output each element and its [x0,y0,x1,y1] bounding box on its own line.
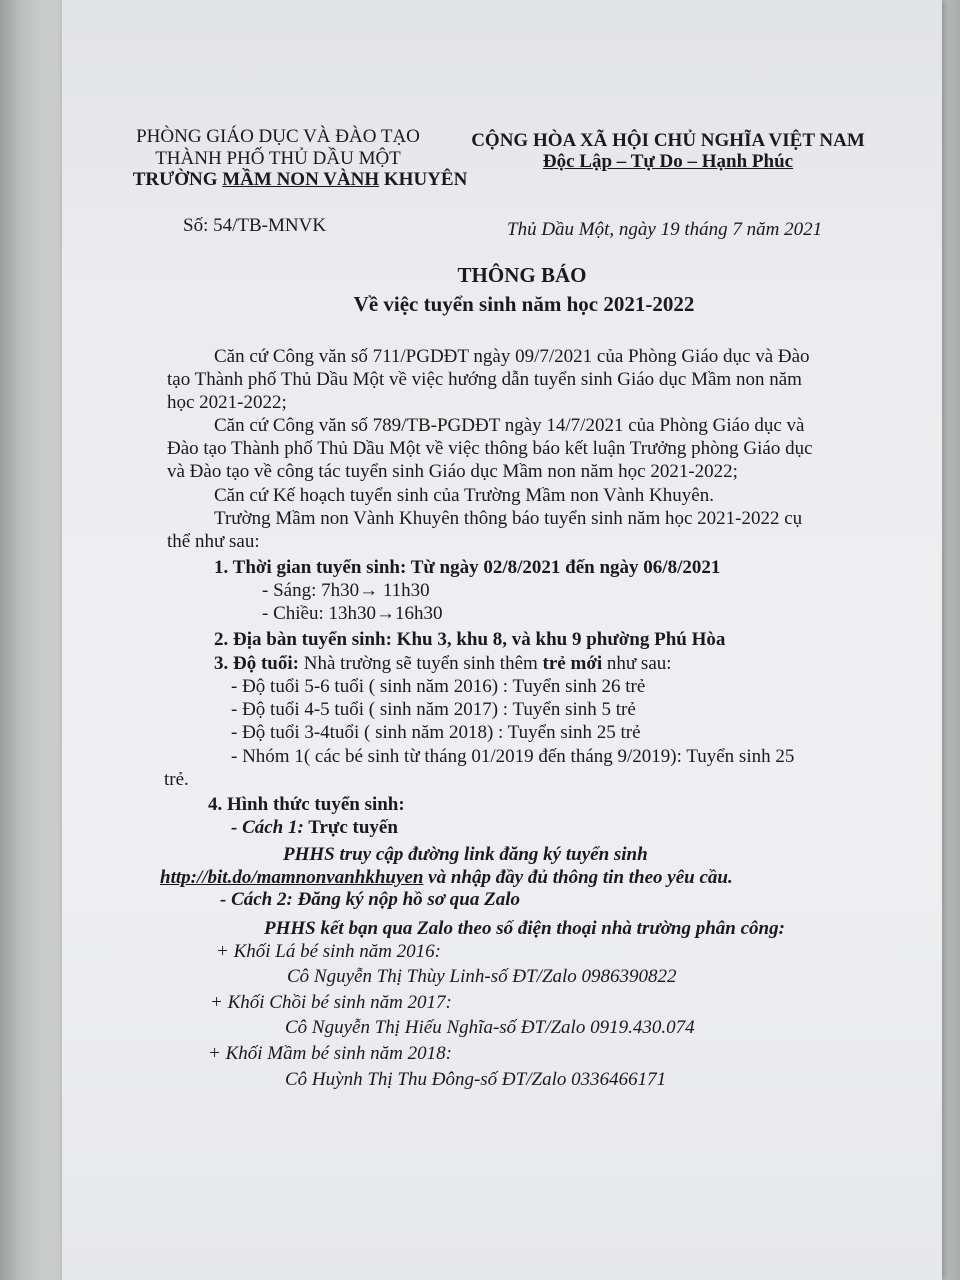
registration-link[interactable]: http://bit.do/mamnonvanhkhuyen [160,867,424,888]
announcement-line2: thể như sau: [167,531,260,552]
basis-1-line1: Căn cứ Công văn số 711/PGDĐT ngày 09/7/2021 của Phòng Giáo dục và Đào [214,346,810,367]
basis-1-line2: tạo Thành phố Thủ Dầu Một về việc hướng dẫn tuyển sinh Giáo dục Mầm non năm [167,369,802,390]
age-group-item: - Nhóm 1( các bé sinh từ tháng 01/2019 đến tháng 9/2019): Tuyển sinh 25 [231,746,795,767]
document-title: THÔNG BÁO [457,263,587,287]
group-name: + Khối Mầm bé sinh năm 2018: [208,1043,452,1064]
place-date: Thủ Dầu Một, ngày 19 tháng 7 năm 2021 [507,219,823,240]
section-4-heading: 4. Hình thức tuyển sinh: [208,794,405,815]
group-contact: Cô Nguyễn Thị Thùy Linh-số ĐT/Zalo 0986390822 [287,966,677,987]
method-2-instruction: PHHS kết bạn qua Zalo theo số điện thoại nhà trường phân công: [264,918,785,939]
method-1: - Cách 1: Trực tuyến [231,817,398,838]
section-3-heading: 3. Độ tuổi: Nhà trường sẽ tuyển sinh thêm trẻ mới như sau: [214,653,672,674]
announcement-line1: Trường Mầm non Vành Khuyên thông báo tuyển sinh năm học 2021-2022 cụ [214,508,803,529]
age-group-wrap: trẻ. [164,769,189,790]
group-contact: Cô Huỳnh Thị Thu Đông-số ĐT/Zalo 0336466171 [285,1069,667,1090]
section-1-heading: 1. Thời gian tuyển sinh: Từ ngày 02/8/2021 đến ngày 06/8/2021 [214,557,721,578]
method-1-link-line: http://bit.do/mamnonvanhkhuyen và nhập đầy đủ thông tin theo yêu cầu. [160,867,733,888]
method-1-instruction: PHHS truy cập đường link đăng ký tuyển sinh [283,844,648,865]
country-name: CỘNG HÒA XÃ HỘI CHỦ NGHĨA VIỆT NAM [471,130,865,151]
document-number: Số: 54/TB-MNVK [183,215,327,236]
basis-3: Căn cứ Kế hoạch tuyển sinh của Trường Mầm non Vành Khuyên. [214,485,714,506]
group-name: + Khối Chồi bé sinh năm 2017: [210,992,452,1013]
group-contact: Cô Nguyễn Thị Hiếu Nghĩa-số ĐT/Zalo 0919.430.074 [285,1017,695,1038]
basis-2-line2: Đào tạo Thành phố Thủ Dầu Một về việc thông báo kết luận Trưởng phòng Giáo dục [167,438,813,459]
dept-name-line2: THÀNH PHỐ THỦ DẦU MỘT [155,148,401,169]
basis-2-line1: Căn cứ Công văn số 789/TB-PGDĐT ngày 14/7/2021 của Phòng Giáo dục và [214,415,805,436]
basis-2-line3: và Đào tạo về công tác tuyển sinh Giáo dục Mầm non năm học 2021-2022; [167,461,738,482]
age-group-item: - Độ tuổi 3-4tuổi ( sinh năm 2018) : Tuyển sinh 25 trẻ [231,722,641,743]
group-name: + Khối Lá bé sinh năm 2016: [216,941,441,962]
dept-name-line1: PHÒNG GIÁO DỤC VÀ ĐÀO TẠO [136,126,420,147]
afternoon-hours: - Chiều: 13h30→16h30 [262,603,443,624]
morning-hours: - Sáng: 7h30→ 11h30 [262,580,430,601]
national-motto: Độc Lập – Tự Do – Hạnh Phúc [542,151,794,172]
basis-1-line3: học 2021-2022; [167,392,287,413]
age-group-item: - Độ tuổi 4-5 tuổi ( sinh năm 2017) : Tuyển sinh 5 trẻ [231,699,636,720]
document-subtitle: Về việc tuyển sinh năm học 2021-2022 [353,292,695,316]
age-group-item: - Độ tuổi 5-6 tuổi ( sinh năm 2016) : Tuyển sinh 26 trẻ [231,676,646,697]
section-2-heading: 2. Địa bàn tuyển sinh: Khu 3, khu 8, và khu 9 phường Phú Hòa [214,629,726,650]
school-name: TRƯỜNG MẦM NON VÀNH KHUYÊN [132,169,468,190]
method-2: - Cách 2: Đăng ký nộp hồ sơ qua Zalo [220,889,520,910]
